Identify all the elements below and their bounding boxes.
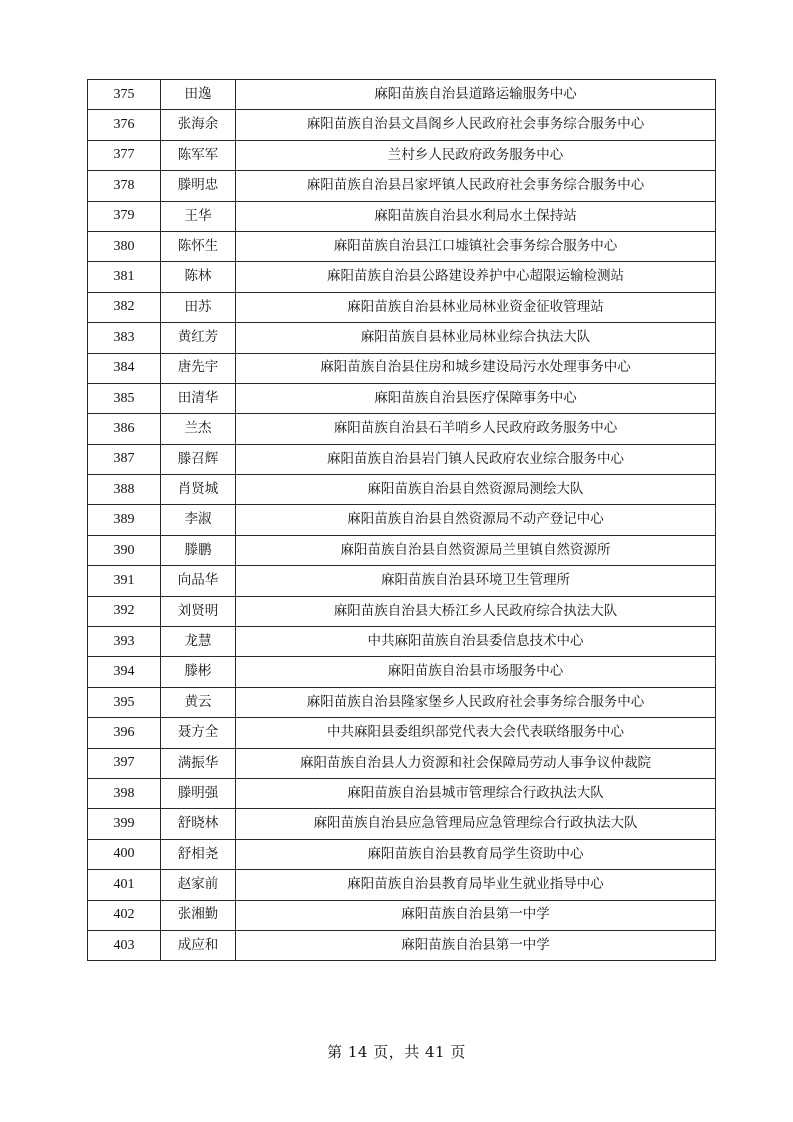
person-name-cell: 滕明强 bbox=[161, 778, 236, 808]
page-number-footer: 第 14 页，共 41 页 bbox=[327, 1043, 466, 1061]
row-number-cell: 383 bbox=[88, 323, 161, 353]
row-number-cell: 379 bbox=[88, 201, 161, 231]
work-unit-cell: 麻阳苗族自治县应急管理局应急管理综合行政执法大队 bbox=[236, 809, 716, 839]
person-name-cell: 满振华 bbox=[161, 748, 236, 778]
row-number-cell: 385 bbox=[88, 383, 161, 413]
row-number-cell: 398 bbox=[88, 778, 161, 808]
table-row bbox=[88, 323, 716, 353]
table-row bbox=[88, 900, 716, 930]
row-number-cell: 376 bbox=[88, 110, 161, 140]
roster-table-body bbox=[88, 80, 716, 961]
work-unit-cell: 麻阳苗族自治县石羊哨乡人民政府政务服务中心 bbox=[236, 414, 716, 444]
table-row bbox=[88, 444, 716, 474]
row-number-cell: 400 bbox=[88, 839, 161, 869]
table-row bbox=[88, 383, 716, 413]
person-name-cell: 成应和 bbox=[161, 930, 236, 960]
table-row bbox=[88, 353, 716, 383]
person-name-cell: 肖贤城 bbox=[161, 475, 236, 505]
work-unit-cell: 麻阳苗族自治县道路运输服务中心 bbox=[236, 80, 716, 110]
table-row bbox=[88, 839, 716, 869]
work-unit-cell: 麻阳苗族自治县市场服务中心 bbox=[236, 657, 716, 687]
row-number-cell: 377 bbox=[88, 140, 161, 170]
table-row bbox=[88, 930, 716, 960]
table-row bbox=[88, 535, 716, 565]
row-number-cell: 382 bbox=[88, 292, 161, 322]
work-unit-cell: 麻阳苗族自治县城市管理综合行政执法大队 bbox=[236, 778, 716, 808]
row-number-cell: 403 bbox=[88, 930, 161, 960]
table-row bbox=[88, 870, 716, 900]
row-number-cell: 384 bbox=[88, 353, 161, 383]
work-unit-cell: 麻阳苗族自治县公路建设养护中心超限运输检测站 bbox=[236, 262, 716, 292]
work-unit-cell: 麻阳苗族自县林业局林业综合执法大队 bbox=[236, 323, 716, 353]
row-number-cell: 391 bbox=[88, 566, 161, 596]
row-number-cell: 394 bbox=[88, 657, 161, 687]
table-row bbox=[88, 809, 716, 839]
table-row bbox=[88, 171, 716, 201]
work-unit-cell: 麻阳苗族自治县水利局水土保持站 bbox=[236, 201, 716, 231]
table-row bbox=[88, 718, 716, 748]
table-row bbox=[88, 292, 716, 322]
person-name-cell: 李淑 bbox=[161, 505, 236, 535]
work-unit-cell: 麻阳苗族自治县人力资源和社会保障局劳动人事争议仲裁院 bbox=[236, 748, 716, 778]
row-number-cell: 375 bbox=[88, 80, 161, 110]
person-name-cell: 向品华 bbox=[161, 566, 236, 596]
person-name-cell: 龙慧 bbox=[161, 627, 236, 657]
person-name-cell: 黄云 bbox=[161, 687, 236, 717]
row-number-cell: 378 bbox=[88, 171, 161, 201]
work-unit-cell: 麻阳苗族自治县隆家堡乡人民政府社会事务综合服务中心 bbox=[236, 687, 716, 717]
table-row bbox=[88, 231, 716, 261]
row-number-cell: 380 bbox=[88, 231, 161, 261]
table-row bbox=[88, 627, 716, 657]
row-number-cell: 395 bbox=[88, 687, 161, 717]
person-name-cell: 刘贤明 bbox=[161, 596, 236, 626]
work-unit-cell: 麻阳苗族自治县自然资源局不动产登记中心 bbox=[236, 505, 716, 535]
row-number-cell: 381 bbox=[88, 262, 161, 292]
work-unit-cell: 中共麻阳县委组织部党代表大会代表联络服务中心 bbox=[236, 718, 716, 748]
work-unit-cell: 麻阳苗族自治县教育局毕业生就业指导中心 bbox=[236, 870, 716, 900]
row-number-cell: 390 bbox=[88, 535, 161, 565]
work-unit-cell: 麻阳苗族自治县大桥江乡人民政府综合执法大队 bbox=[236, 596, 716, 626]
person-name-cell: 滕彬 bbox=[161, 657, 236, 687]
table-row bbox=[88, 262, 716, 292]
work-unit-cell: 麻阳苗族自治县文昌阁乡人民政府社会事务综合服务中心 bbox=[236, 110, 716, 140]
person-name-cell: 滕鹏 bbox=[161, 535, 236, 565]
table-row bbox=[88, 566, 716, 596]
row-number-cell: 393 bbox=[88, 627, 161, 657]
work-unit-cell: 麻阳苗族自治县环境卫生管理所 bbox=[236, 566, 716, 596]
work-unit-cell: 麻阳苗族自治县自然资源局测绘大队 bbox=[236, 475, 716, 505]
row-number-cell: 401 bbox=[88, 870, 161, 900]
work-unit-cell: 麻阳苗族自治县医疗保障事务中心 bbox=[236, 383, 716, 413]
person-name-cell: 陈林 bbox=[161, 262, 236, 292]
row-number-cell: 387 bbox=[88, 444, 161, 474]
table-row bbox=[88, 414, 716, 444]
table-row bbox=[88, 596, 716, 626]
table-row bbox=[88, 80, 716, 110]
work-unit-cell: 麻阳苗族自治县林业局林业资金征收管理站 bbox=[236, 292, 716, 322]
row-number-cell: 399 bbox=[88, 809, 161, 839]
person-name-cell: 田逸 bbox=[161, 80, 236, 110]
work-unit-cell: 中共麻阳苗族自治县委信息技术中心 bbox=[236, 627, 716, 657]
person-name-cell: 黄红芳 bbox=[161, 323, 236, 353]
work-unit-cell: 麻阳苗族自治县自然资源局兰里镇自然资源所 bbox=[236, 535, 716, 565]
person-name-cell: 唐先宇 bbox=[161, 353, 236, 383]
table-row bbox=[88, 140, 716, 170]
work-unit-cell: 麻阳苗族自治县岩门镇人民政府农业综合服务中心 bbox=[236, 444, 716, 474]
table-row bbox=[88, 748, 716, 778]
person-name-cell: 王华 bbox=[161, 201, 236, 231]
row-number-cell: 402 bbox=[88, 900, 161, 930]
person-name-cell: 张海余 bbox=[161, 110, 236, 140]
table-row bbox=[88, 201, 716, 231]
work-unit-cell: 麻阳苗族自治县教育局学生资助中心 bbox=[236, 839, 716, 869]
person-name-cell: 张湘勤 bbox=[161, 900, 236, 930]
row-number-cell: 389 bbox=[88, 505, 161, 535]
person-name-cell: 滕召辉 bbox=[161, 444, 236, 474]
person-name-cell: 陈怀生 bbox=[161, 231, 236, 261]
person-name-cell: 舒晓林 bbox=[161, 809, 236, 839]
person-name-cell: 田苏 bbox=[161, 292, 236, 322]
person-name-cell: 聂方全 bbox=[161, 718, 236, 748]
person-name-cell: 滕明忠 bbox=[161, 171, 236, 201]
work-unit-cell: 麻阳苗族自治县住房和城乡建设局污水处理事务中心 bbox=[236, 353, 716, 383]
table-row bbox=[88, 687, 716, 717]
work-unit-cell: 麻阳苗族自治县吕家坪镇人民政府社会事务综合服务中心 bbox=[236, 171, 716, 201]
work-unit-cell: 麻阳苗族自治县第一中学 bbox=[236, 900, 716, 930]
row-number-cell: 386 bbox=[88, 414, 161, 444]
person-name-cell: 陈军军 bbox=[161, 140, 236, 170]
table-row bbox=[88, 475, 716, 505]
row-number-cell: 388 bbox=[88, 475, 161, 505]
table-row bbox=[88, 778, 716, 808]
person-name-cell: 舒相尧 bbox=[161, 839, 236, 869]
row-number-cell: 392 bbox=[88, 596, 161, 626]
work-unit-cell: 兰村乡人民政府政务服务中心 bbox=[236, 140, 716, 170]
table-row bbox=[88, 110, 716, 140]
row-number-cell: 396 bbox=[88, 718, 161, 748]
person-name-cell: 赵家前 bbox=[161, 870, 236, 900]
person-name-cell: 田清华 bbox=[161, 383, 236, 413]
table-row bbox=[88, 657, 716, 687]
row-number-cell: 397 bbox=[88, 748, 161, 778]
table-row bbox=[88, 505, 716, 535]
person-name-cell: 兰杰 bbox=[161, 414, 236, 444]
roster-table bbox=[87, 79, 716, 961]
work-unit-cell: 麻阳苗族自治县第一中学 bbox=[236, 930, 716, 960]
work-unit-cell: 麻阳苗族自治县江口墟镇社会事务综合服务中心 bbox=[236, 231, 716, 261]
